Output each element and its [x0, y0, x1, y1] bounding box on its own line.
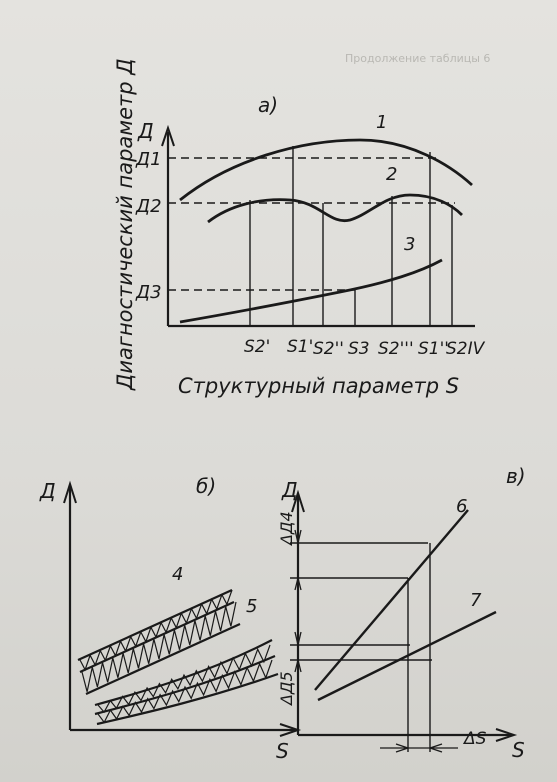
tick-d2: Д2 [136, 196, 162, 217]
line-7-label: 7 [470, 590, 482, 611]
curve-3 [180, 260, 442, 322]
fig-a-y-letter: Д [138, 119, 154, 143]
figure-b [64, 484, 298, 736]
band-4-label: 4 [172, 564, 184, 585]
xtick-s3: S3 [348, 339, 370, 359]
delta-d5-label: ΔД5 [277, 671, 296, 705]
xtick-s2-4: S2IV [446, 339, 485, 359]
fig-a-panel-label: а) [258, 93, 279, 117]
header-ghost-text: Продолжение таблицы 6 [345, 52, 491, 65]
xtick-s2-2: S2'' [313, 339, 344, 359]
curve-2-label: 2 [386, 164, 398, 185]
band-5-label: 5 [246, 596, 258, 617]
tick-d1: Д1 [136, 149, 162, 170]
line-6-label: 6 [456, 496, 468, 517]
fig-v-x-letter: S [512, 738, 525, 762]
fig-b-y-letter: Д [40, 479, 56, 503]
xtick-s2-3: S2''' [378, 339, 414, 359]
delta-d4-label: ΔД4 [277, 511, 296, 545]
fig-v-y-letter: Д [282, 478, 298, 502]
xtick-s1-2: S1'' [418, 339, 449, 359]
delta-s-label: ΔS [464, 729, 487, 749]
figure-a [162, 128, 475, 326]
fig-b-x-letter: S [276, 739, 289, 763]
fig-a-x-title: Структурный параметр S [178, 374, 460, 398]
xtick-s2-1: S2' [244, 337, 271, 357]
fig-a-y-title: Диагностический параметр Д [113, 58, 137, 390]
curve-1-label: 1 [376, 112, 388, 133]
curve-1 [180, 140, 472, 200]
tick-d3: Д3 [136, 282, 162, 303]
xtick-s1-1: S1' [287, 337, 314, 357]
figure-v [290, 493, 514, 752]
fig-b-panel-label: б) [196, 474, 217, 498]
curve-2 [208, 195, 462, 222]
fig-v-panel-label: в) [506, 464, 526, 488]
curve-3-label: 3 [404, 234, 416, 255]
